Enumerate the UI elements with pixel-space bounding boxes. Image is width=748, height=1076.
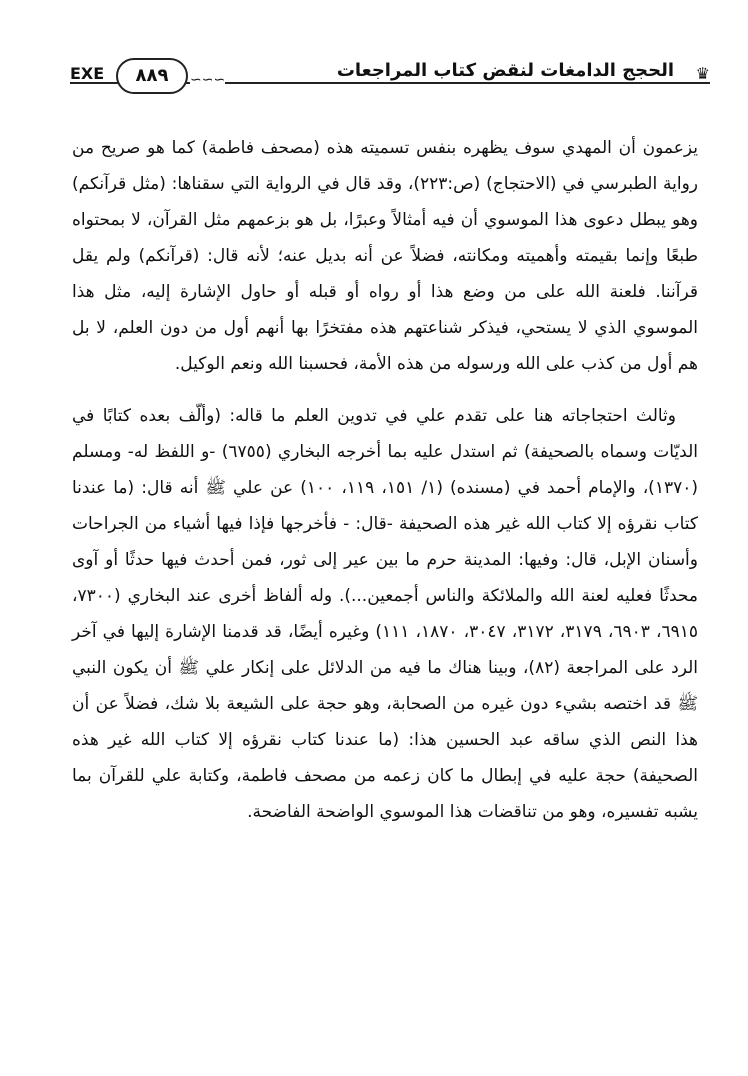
- paragraph-1: يزعمون أن المهدي سوف يظهره بنفس تسميته هذه (مصحف فاطمة) كما هو صريح من رواية الطبرسي في (الاحتجاج) (ص:٢٢٣)، وقد قال في الرواية التي سقناها: (مثل قرآنكم) وهو يبطل دعوى هذا الموسوي أن فيه أمثالاً وعبرًا، بل هو بزعمهم مثل القرآن، لا بمحتواه طبعًا وإنما بقيمته وأهميته ومكانته، فضلاً عن أنه بديل عنه؛ لأنه قال: (قرآنكم) ولم يقل قرآننا. فلعنة الله على من وضع هذا أو رواه أو قبله أو حاول الإشارة إليه، مثل هذا الموسوي الذي لا يستحي، فيذكر شناعتهم هذه مفتخرًا بها أنهم أول من دون العلم، لا بل هم أول من كذب على الله ورسوله من هذه الأمة، فحسبنا الله ونعم الوكيل.: [72, 138, 698, 374]
- page-body: [72, 130, 698, 830]
- running-header: [70, 58, 710, 98]
- header-title: الحجج الدامغات لنقض كتاب المراجعات: [331, 60, 680, 81]
- page-number: ٨٨٩: [116, 58, 188, 94]
- header-ornament-right: ♛: [695, 64, 710, 83]
- header-flourish: ∽∽∽: [190, 72, 226, 88]
- paragraph-2: وثالث احتجاجاته هنا على تقدم علي في تدوين العلم ما قاله: (وألّف بعده كتابًا في الديّات وسماه بالصحيفة) ثم استدل عليه بما أخرجه البخاري (٦٧٥٥) -و اللفظ له- ومسلم (١٣٧٠)، والإمام أحمد في (مسنده) (١/ ١٥١، ١١٩، ١٠٠) عن علي ﷺ أنه قال: (ما عندنا كتاب نقرؤه إلا كتاب الله غير هذه الصحيفة -قال: - فأخرجها فإذا فيها أشياء من الجراحات وأسنان الإبل، قال: وفيها: المدينة حرم ما بين عير إلى ثور، فمن أحدث فيها حدثًا أو آوى محدثًا فعليه لعنة الله والملائكة والناس أجمعين...). وله ألفاظ أخرى عند البخاري (٧٣٠٠، ٦٩١٥، ٦٩٠٣، ٣١٧٩، ٣١٧٢، ٣٠٤٧، ١٨٧٠، ١١١) وغيره أيضًا، قد قدمنا الإشارة إليها في آخر الرد على المراجعة (٨٢)، وبينا هناك ما فيه من الدلائل على إنكار علي ﷺ أن يكون النبي ﷺ قد اختصه بشيء دون غيره من الصحابة، وهو حجة على الشيعة بلا شك، فضلاً عن أن هذا النص الذي ساقه عبد الحسين هذا: (ما عندنا كتاب نقرؤه إلا كتاب الله غير هذه الصحيفة) حجة عليه في إبطال ما كان زعمه من مصحف فاطمة، وكتابة علي للقرآن بما يشبه تفسيره، وهو من تناقضات هذا الموسوي الواضحة الفاضحة.: [72, 406, 699, 822]
- header-ornament-left: EXE: [70, 64, 105, 83]
